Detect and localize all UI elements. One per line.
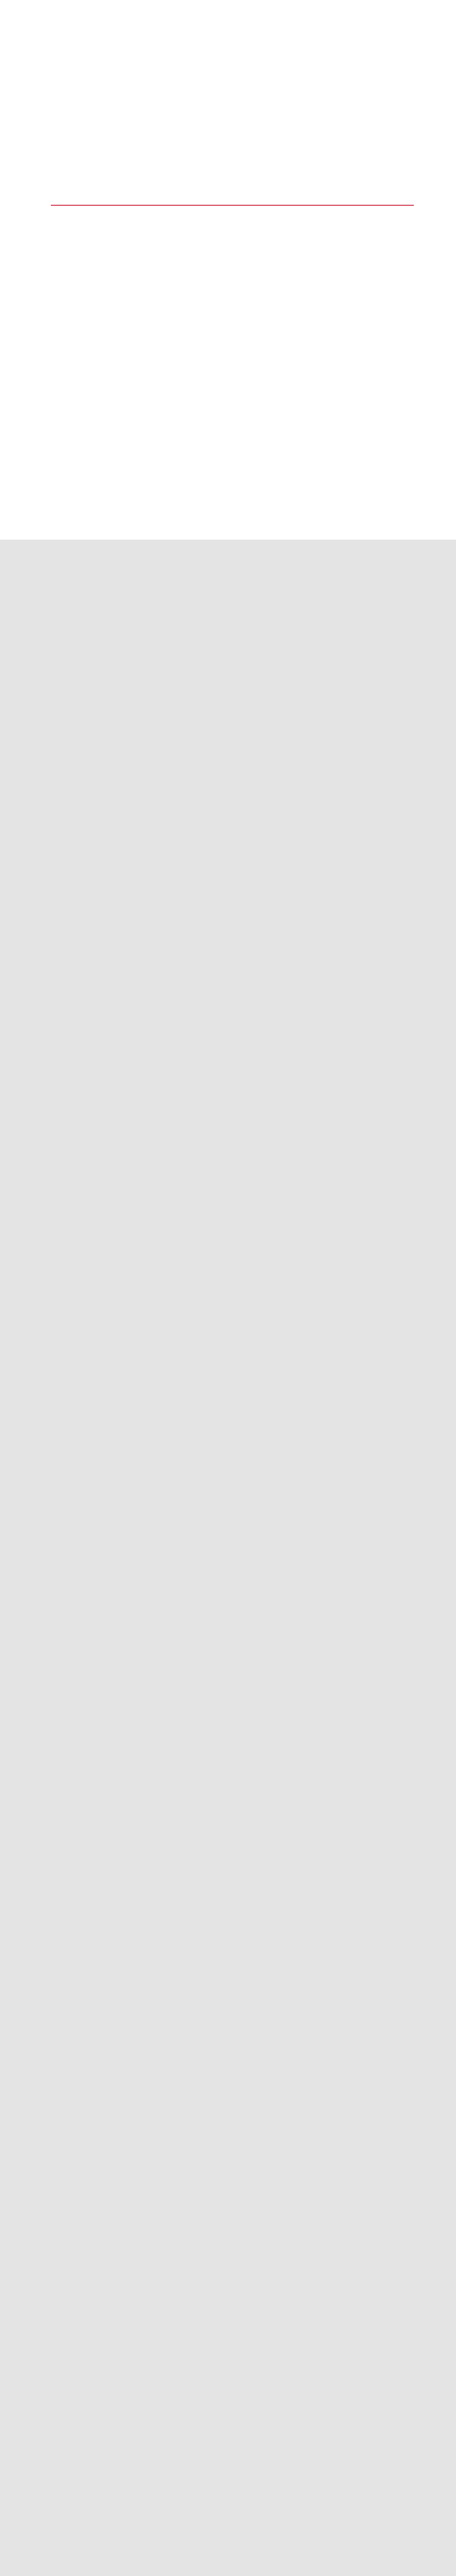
red-divider (51, 205, 414, 206)
page-1 (0, 0, 456, 540)
